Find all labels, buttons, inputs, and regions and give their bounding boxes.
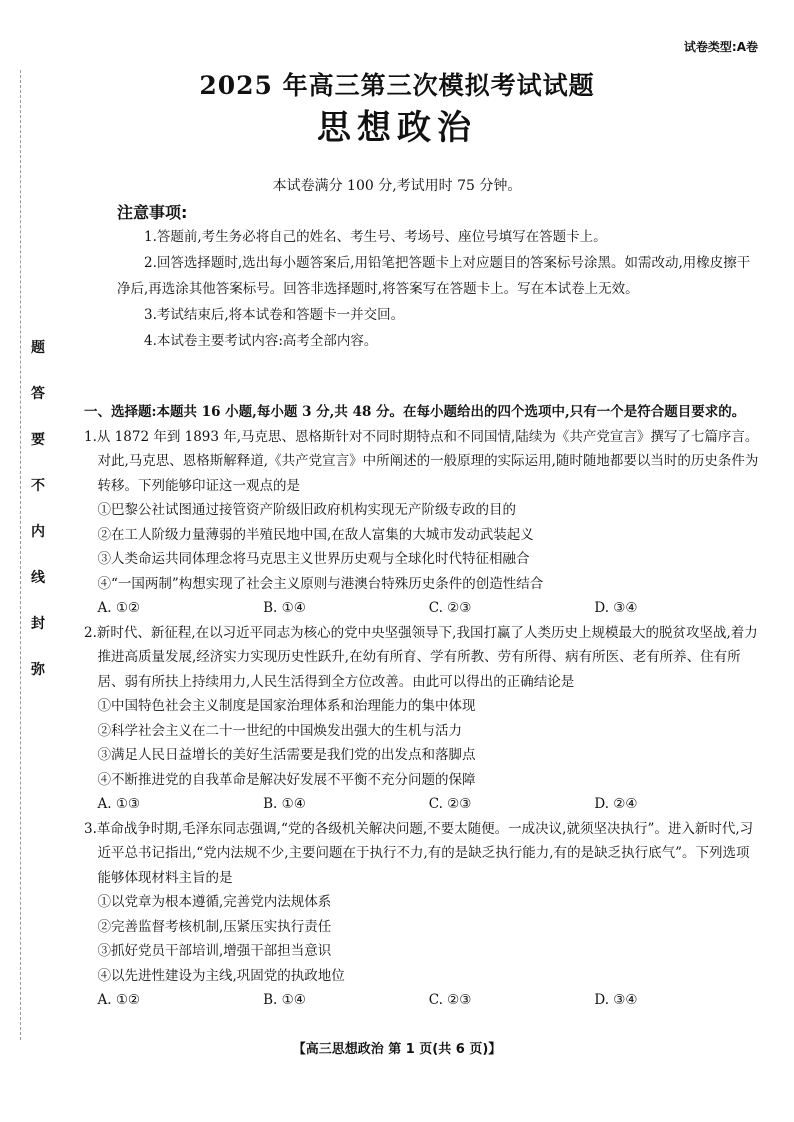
choice-d: D. ③④ xyxy=(594,600,638,616)
option-item: ①以党章为根本遵循,完善党内法规体系 xyxy=(97,894,332,910)
choice-a: A. ①② xyxy=(97,992,141,1008)
question-1 xyxy=(84,425,760,621)
margin-char: 不 xyxy=(31,478,45,494)
paper-type-label: 试卷类型:A卷 xyxy=(683,40,758,54)
option-item: ④不断推进党的自我革命是解决好发展不平衡不充分问题的保障 xyxy=(97,771,476,788)
choice-a: A. ①③ xyxy=(97,796,141,812)
choice-b: B. ①④ xyxy=(263,600,306,616)
score-info: 本试卷满分 100 分,考试用时 75 分钟。 xyxy=(272,178,522,194)
choice-c: C. ②③ xyxy=(428,796,472,812)
notes-heading: 注意事项: xyxy=(117,203,188,222)
choice-c: C. ②③ xyxy=(428,992,472,1008)
margin-char: 线 xyxy=(31,570,45,586)
question-stem: 1.从 1872 年到 1893 年,马克思、恩格斯针对不同时期特点和不同国情,陆续为《共产党宣言》撰写了七篇序言。对此,马克思、恩格斯解释道,《共产党宣言》中所阐述的一般原理的实际运用,随时随地都要以当时的历史条件为转移。下列能够印证这一观点的是 xyxy=(84,428,759,494)
note-item: 2.回答选择题时,选出每小题答案后,用铅笔把答题卡上对应题目的答案标号涂黑。如需改动,用橡皮擦干净后,再选涂其他答案标号。回答非选择题时,将答案写在答题卡上。写在本试卷上无效。 xyxy=(117,255,751,297)
questions-area xyxy=(84,400,760,1013)
choice-a: A. ①② xyxy=(97,600,141,616)
option-item: ②科学社会主义在二十一世纪的中国焕发出强大的生机与活力 xyxy=(97,722,462,739)
option-item: ④“一国两制”构想实现了社会主义原则与港澳台特殊历史条件的创造性结合 xyxy=(97,575,544,592)
subject-title: 思想政治 xyxy=(317,108,477,148)
option-item: ③人类命运共同体理念将马克思主义世界历史观与全球化时代特征相融合 xyxy=(97,551,530,567)
note-item: 1.答题前,考生务必将自己的姓名、考生号、考场号、座位号填写在答题卡上。 xyxy=(144,229,607,245)
choice-d: D. ②④ xyxy=(594,796,638,812)
question-stem: 3.革命战争时期,毛泽东同志强调,“党的各级机关解决问题,不要太随便。一成决议,就须坚决执行”。进入新时代,习近平总书记指出,“党内法规不少,主要问题在于执行不力,有的是缺乏执行能力,有的是缺乏执行底气”。下列选项能够体现材料主旨的是 xyxy=(84,820,754,886)
margin-char: 要 xyxy=(31,432,45,448)
margin-warning-text xyxy=(28,338,48,706)
option-item: ③抓好党员干部培训,增强干部担当意识 xyxy=(97,943,332,959)
section-heading: 一、选择题:本题共 16 小题,每小题 3 分,共 48 分。在每小题给出的四个选项中,只有一个是符合题目要求的。 xyxy=(84,404,746,420)
answer-choices xyxy=(84,596,760,621)
option-grid xyxy=(84,890,760,988)
margin-char: 内 xyxy=(31,524,45,540)
question-stem: 2.新时代、新征程,在以习近平同志为核心的党中央坚强领导下,我国打赢了人类历史上规模最大的脱贫攻坚战,着力推进高质量发展,经济实力实现历史性跃升,在幼有所育、学有所教、劳有所得、病有所医、老有所养、住有所居、弱有所扶上持续用力,人民生活得到全方位改善。由此可以得出的正确结论是 xyxy=(84,624,758,690)
option-item: ①巴黎公社试图通过接管资产阶级旧政府机构实现无产阶级专政的目的 xyxy=(97,502,516,518)
exam-title: 2025 年高三第三次模拟考试试题 xyxy=(199,71,595,100)
note-item: 4.本试卷主要考试内容:高考全部内容。 xyxy=(144,333,378,349)
margin-char: 题 xyxy=(31,340,45,356)
choice-b: B. ①④ xyxy=(263,796,306,812)
choice-d: D. ③④ xyxy=(594,992,638,1008)
option-item: ②完善监督考核机制,压紧压实执行责任 xyxy=(97,918,332,935)
option-item: ③满足人民日益增长的美好生活需要是我们党的出发点和落脚点 xyxy=(97,747,476,763)
margin-char: 弥 xyxy=(31,662,45,678)
note-item: 3.考试结束后,将本试卷和答题卡一并交回。 xyxy=(144,307,405,323)
choice-c: C. ②③ xyxy=(428,600,472,616)
cut-line xyxy=(20,70,21,1040)
margin-char: 答 xyxy=(31,386,45,402)
margin-char: 封 xyxy=(31,616,45,632)
option-item: ④以先进性建设为主线,巩固党的执政地位 xyxy=(97,967,345,984)
answer-choices xyxy=(84,988,760,1013)
option-item: ①中国特色社会主义制度是国家治理体系和治理能力的集中体现 xyxy=(97,698,476,714)
page-footer: 【高三思想政治 第 1 页(共 6 页)】 xyxy=(292,1042,502,1057)
option-item: ②在工人阶级力量薄弱的半殖民地中国,在敌人富集的大城市发动武装起义 xyxy=(97,526,534,543)
question-2 xyxy=(84,621,760,817)
choice-b: B. ①④ xyxy=(263,992,306,1008)
question-3 xyxy=(84,817,760,1013)
binding-margin xyxy=(0,0,52,1122)
answer-choices xyxy=(84,792,760,817)
notes-list xyxy=(117,224,757,354)
